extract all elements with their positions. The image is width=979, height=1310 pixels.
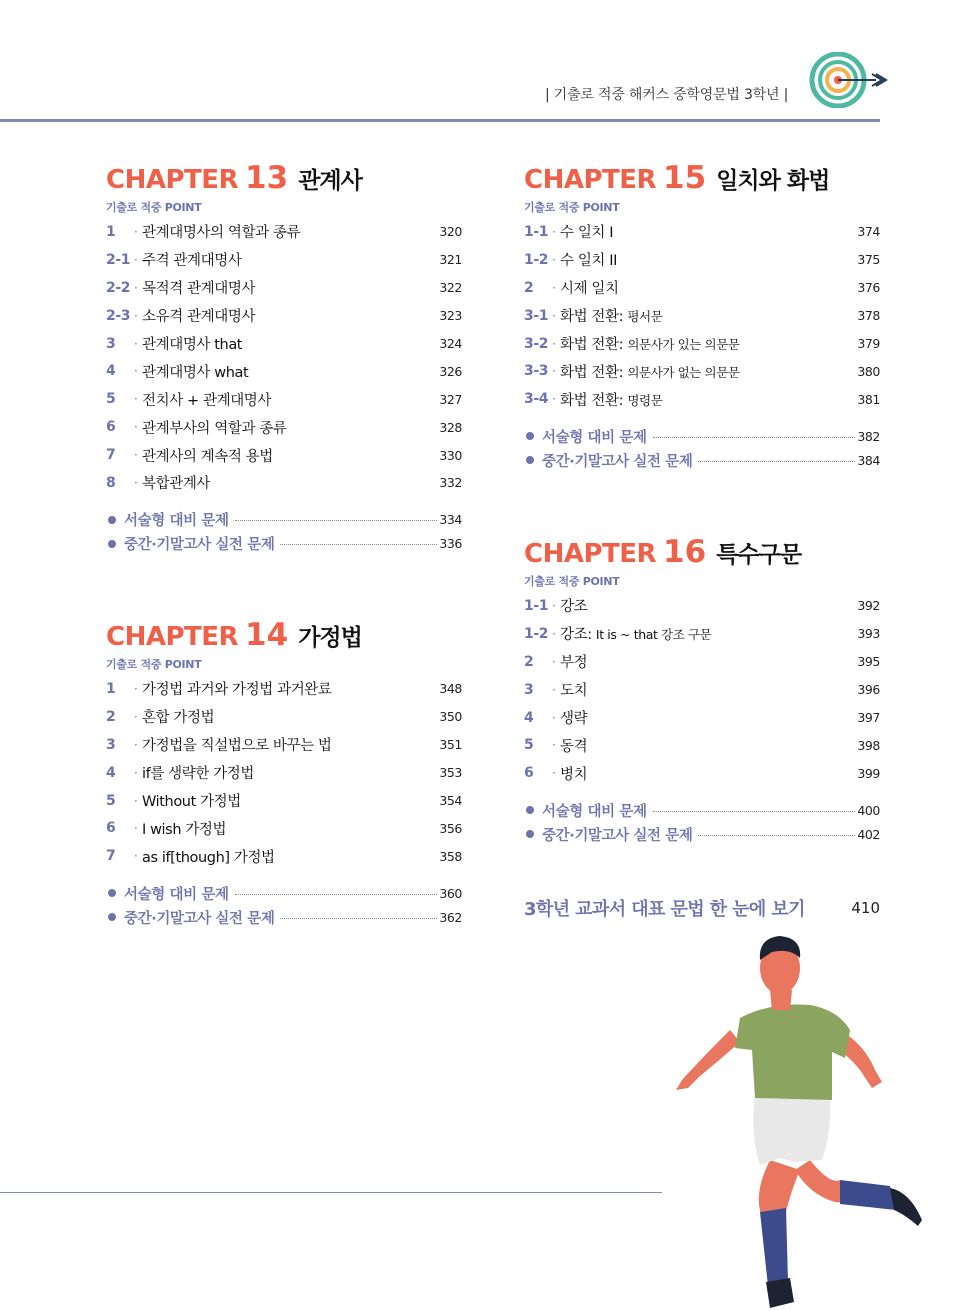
toc-row[interactable] — [106, 703, 462, 731]
point-title — [142, 472, 422, 493]
dotted-leader — [280, 544, 437, 545]
point-title — [142, 389, 422, 410]
bullet-dot-icon: · — [134, 224, 138, 239]
point-title — [142, 445, 422, 466]
point-title-main: 수 일치 I — [560, 225, 614, 242]
page-number: 381 — [857, 391, 880, 407]
chapter-word: CHAPTER — [106, 165, 239, 195]
point-title-sub: 의문사가 있는 의문문 — [627, 337, 740, 352]
extra-row[interactable] — [106, 881, 462, 905]
bullet-dot-icon: · — [134, 849, 138, 864]
extra-title: 중간·기말고사 실전 문제 — [124, 537, 275, 554]
page-number: 328 — [439, 419, 462, 435]
point-title-main: 가정법을 직설법으로 바꾸는 법 — [142, 738, 332, 755]
page-number: 374 — [857, 224, 880, 240]
chapter-word: CHAPTER — [106, 622, 239, 652]
point-title — [560, 763, 840, 784]
page-number: 362 — [439, 909, 462, 925]
bullet-dot-icon: · — [134, 737, 138, 752]
chapter-title — [524, 160, 880, 196]
point-number: 1-1 — [524, 597, 549, 614]
bullet-dot-icon: · — [552, 598, 556, 613]
bullet-circle-icon — [108, 913, 116, 921]
bottom-rule — [0, 1192, 662, 1193]
point-title-main: 화법 전환: — [560, 337, 624, 353]
chapter-number: 14 — [245, 617, 289, 653]
point-number: 2-1 — [106, 251, 131, 268]
point-title-main: 시제 일치 — [560, 281, 619, 298]
point-title — [142, 762, 422, 783]
point-title-sub: 평서문 — [627, 309, 663, 325]
toc-row[interactable] — [106, 218, 462, 246]
bullet-dot-icon: · — [552, 654, 556, 669]
point-number: 5 — [106, 391, 116, 408]
chapter-number: 15 — [663, 160, 707, 196]
point-title — [560, 651, 840, 672]
point-number: 6 — [106, 820, 116, 837]
point-title-main: 가정법 과거와 가정법 과거완료 — [142, 682, 332, 699]
page-number: 393 — [857, 626, 880, 642]
point-title — [560, 249, 840, 270]
bullet-dot-icon: · — [552, 626, 556, 641]
point-title — [560, 333, 840, 354]
point-title — [142, 305, 422, 326]
extra-title: 서술형 대비 문제 — [542, 803, 647, 820]
toc-row[interactable] — [106, 759, 462, 787]
point-number: 2-2 — [106, 279, 131, 296]
point-title-main: if를 생략한 가정법 — [142, 766, 255, 783]
bullet-dot-icon: · — [134, 709, 138, 724]
toc-row[interactable] — [106, 814, 462, 842]
chapter-14-section — [106, 617, 462, 929]
point-number: 3-2 — [524, 335, 549, 352]
toc-row[interactable] — [524, 759, 880, 787]
bullet-dot-icon: · — [552, 280, 556, 295]
page-number: 402 — [857, 826, 880, 842]
point-number: 5 — [524, 737, 534, 754]
page-number: 320 — [439, 224, 462, 240]
toc-row[interactable] — [524, 704, 880, 732]
point-title-main: 화법 전환: — [560, 309, 624, 326]
book-title-header: | 기출로 적중 해커스 중학영문법 3학년 | — [545, 87, 789, 103]
top-rule — [0, 119, 880, 122]
extras-list — [524, 424, 880, 472]
point-title — [560, 361, 840, 382]
point-number: 4 — [524, 709, 534, 726]
bullet-dot-icon: · — [552, 766, 556, 781]
toc-row[interactable] — [524, 274, 880, 302]
dotted-leader — [653, 437, 856, 438]
point-title-main: as if[though] 가정법 — [142, 849, 275, 866]
bullet-circle-icon — [526, 806, 534, 814]
toc-row[interactable] — [524, 648, 880, 676]
point-number: 3-1 — [524, 307, 549, 324]
point-number: 3-4 — [524, 391, 549, 408]
point-title-main: 소유격 관계대명사 — [142, 309, 256, 326]
extra-row[interactable] — [106, 532, 462, 556]
page-number: 348 — [439, 681, 462, 697]
bullet-dot-icon: · — [134, 392, 138, 407]
page-number: 400 — [857, 802, 880, 818]
point-title-main: 동격 — [560, 738, 588, 755]
point-label: 기출로 적중 POINT — [524, 575, 620, 588]
point-title — [142, 818, 422, 839]
point-title-sub: 의문사가 없는 의문문 — [627, 364, 740, 380]
chapter-name: 특수구문 — [716, 542, 802, 568]
page-number: 397 — [857, 710, 880, 725]
page-number: 396 — [857, 682, 880, 698]
page-number: 376 — [857, 280, 880, 296]
point-number: 2 — [106, 708, 116, 725]
point-title — [560, 277, 840, 298]
point-title — [142, 333, 422, 354]
toc-row[interactable] — [524, 620, 880, 648]
chapter-name: 일치와 화법 — [716, 168, 830, 194]
point-title-main: 주격 관계대명사 — [142, 253, 242, 270]
chapter-word: CHAPTER — [524, 539, 657, 569]
point-title-main: Without 가정법 — [142, 794, 241, 810]
point-list — [524, 592, 880, 787]
page-number: 350 — [439, 709, 462, 725]
point-title-main: 목적격 관계대명사 — [142, 281, 256, 298]
point-number: 1 — [106, 223, 116, 240]
summary-link[interactable] — [524, 894, 880, 922]
toc-row[interactable] — [106, 441, 462, 469]
summary-page: 410 — [851, 899, 880, 917]
toc-row[interactable] — [524, 330, 880, 358]
point-title-main: 전치사 + 관계대명사 — [142, 392, 272, 409]
point-title-main: 화법 전환: — [560, 392, 624, 409]
point-title — [560, 221, 840, 242]
extra-title: 서술형 대비 문제 — [542, 429, 647, 446]
bullet-circle-icon — [108, 540, 116, 548]
point-number: 5 — [106, 792, 116, 809]
toc-row[interactable] — [106, 330, 462, 358]
toc-row[interactable] — [106, 469, 462, 497]
point-title-main: 생략 — [560, 711, 588, 727]
toc-row[interactable] — [106, 357, 462, 385]
bullet-dot-icon: · — [552, 308, 556, 323]
point-number: 7 — [106, 447, 116, 464]
toc-row[interactable] — [106, 842, 462, 870]
toc-row[interactable] — [106, 787, 462, 815]
point-label: 기출로 적중 POINT — [106, 658, 202, 671]
toc-row[interactable] — [524, 592, 880, 620]
point-number: 1-1 — [524, 223, 549, 240]
toc-row[interactable] — [524, 302, 880, 330]
point-number: 1-2 — [524, 251, 549, 268]
page-number: 398 — [857, 737, 880, 753]
point-number: 3 — [524, 681, 534, 698]
bullet-dot-icon: · — [134, 308, 138, 323]
point-number: 1-2 — [524, 625, 549, 642]
bullet-circle-icon — [108, 516, 116, 524]
point-number: 4 — [106, 363, 116, 380]
bullet-dot-icon: · — [134, 681, 138, 696]
point-number: 4 — [106, 764, 116, 781]
chapter-title — [106, 160, 462, 196]
point-number: 3 — [106, 736, 116, 753]
point-list — [106, 218, 462, 497]
page-number: 384 — [857, 452, 880, 468]
toc-row[interactable] — [524, 218, 880, 246]
chapter-word: CHAPTER — [524, 165, 657, 195]
bullet-dot-icon: · — [134, 475, 138, 490]
chapter-number: 13 — [245, 160, 289, 196]
page-number: 326 — [439, 363, 462, 379]
point-title-main: 혼합 가정법 — [142, 710, 215, 727]
page-number: 334 — [439, 512, 462, 528]
bullet-circle-icon — [526, 830, 534, 838]
bullet-circle-icon — [526, 432, 534, 440]
chapter-name: 가정법 — [298, 625, 362, 651]
point-title-main: 관계부사의 역할과 종류 — [142, 420, 287, 437]
chapter-16-section — [524, 534, 880, 846]
target-icon — [806, 52, 888, 108]
bullet-dot-icon: · — [552, 252, 556, 267]
page-number: 327 — [439, 391, 462, 407]
point-list — [106, 675, 462, 870]
point-number: 7 — [106, 848, 116, 865]
point-number: 8 — [106, 474, 116, 491]
dotted-leader — [235, 894, 438, 895]
bullet-dot-icon: · — [134, 793, 138, 808]
page-number: 354 — [439, 793, 462, 808]
page-number: 351 — [439, 737, 462, 753]
extra-row[interactable] — [524, 448, 880, 472]
summary-text: 3학년 교과서 대표 문법 한 눈에 보기 — [524, 899, 805, 920]
chapter-title — [106, 617, 462, 653]
page-number: 380 — [857, 363, 880, 379]
point-title — [560, 679, 840, 700]
point-title-main: 관계사의 계속적 용법 — [142, 448, 273, 465]
point-number: 2-3 — [106, 307, 131, 324]
extra-title: 서술형 대비 문제 — [124, 886, 229, 903]
point-title-main: 도치 — [560, 683, 588, 700]
dotted-leader — [653, 811, 856, 812]
point-title — [560, 389, 840, 410]
point-title-main: 관계대명사의 역할과 종류 — [142, 225, 301, 242]
toc-row[interactable] — [524, 385, 880, 413]
page-number: 353 — [439, 765, 462, 781]
extras-list — [524, 798, 880, 846]
bullet-dot-icon: · — [134, 765, 138, 780]
point-title — [142, 846, 422, 867]
bullet-dot-icon: · — [552, 682, 556, 697]
bullet-dot-icon: · — [552, 224, 556, 239]
point-label: 기출로 적중 POINT — [106, 201, 202, 214]
point-title-main: 병치 — [560, 766, 588, 783]
page-number: 332 — [439, 475, 462, 491]
point-title — [560, 735, 840, 756]
bullet-dot-icon: · — [134, 821, 138, 836]
page-number: 356 — [439, 820, 462, 836]
extra-row[interactable] — [524, 822, 880, 846]
point-number: 6 — [106, 419, 116, 436]
point-number: 2 — [524, 653, 534, 670]
point-number: 1 — [106, 680, 116, 697]
bullet-circle-icon — [108, 889, 116, 897]
dotted-leader — [698, 461, 855, 462]
bullet-dot-icon: · — [552, 738, 556, 753]
bullet-dot-icon: · — [134, 252, 138, 267]
point-title-sub: 명령문 — [627, 392, 663, 408]
toc-row[interactable] — [524, 357, 880, 385]
bullet-dot-icon: · — [134, 420, 138, 435]
point-number: 6 — [524, 765, 534, 782]
chapter-name: 관계사 — [298, 168, 362, 194]
page-number: 392 — [857, 598, 880, 614]
point-title-main: 복합관계사 — [142, 476, 211, 493]
point-title — [142, 706, 422, 727]
page-number: 330 — [439, 447, 462, 463]
bullet-dot-icon: · — [552, 392, 556, 407]
page-number: 378 — [857, 308, 880, 324]
page-number: 382 — [857, 428, 880, 444]
extra-title: 중간·기말고사 실전 문제 — [124, 910, 275, 927]
point-title — [142, 790, 422, 811]
bullet-dot-icon: · — [134, 280, 138, 295]
toc-row[interactable] — [106, 413, 462, 441]
bullet-dot-icon: · — [552, 336, 556, 351]
toc-row[interactable] — [106, 302, 462, 330]
page-number: 321 — [439, 252, 462, 268]
dotted-leader — [235, 520, 438, 521]
point-title-main: 부정 — [560, 655, 588, 672]
toc-row[interactable] — [106, 246, 462, 274]
soccer-player-illustration — [660, 930, 950, 1310]
extras-list — [106, 881, 462, 929]
point-title-main: I wish 가정법 — [142, 821, 227, 838]
extra-row[interactable] — [524, 424, 880, 448]
bullet-dot-icon: · — [134, 336, 138, 351]
point-title-main: 강조: — [560, 627, 592, 644]
dotted-leader — [698, 835, 855, 836]
point-title — [142, 678, 422, 699]
point-title-sub: It is ~ that 강조 구문 — [595, 627, 712, 643]
chapter-title — [524, 534, 880, 570]
toc-row[interactable] — [106, 731, 462, 759]
toc-row[interactable] — [524, 246, 880, 274]
page-number: 336 — [439, 536, 462, 552]
point-title-main: 강조 — [560, 599, 588, 616]
point-title — [560, 595, 840, 616]
page-number: 395 — [857, 654, 880, 670]
extra-row[interactable] — [106, 905, 462, 929]
extra-title: 중간·기말고사 실전 문제 — [542, 453, 693, 470]
point-title — [142, 249, 422, 270]
toc-row[interactable] — [106, 385, 462, 413]
point-title-main: 관계대명사 what — [142, 364, 249, 381]
page-number: 324 — [439, 336, 462, 351]
page-number: 399 — [857, 765, 880, 781]
point-title — [142, 734, 422, 755]
extras-list — [106, 508, 462, 556]
toc-row[interactable] — [524, 731, 880, 759]
extra-row[interactable] — [524, 798, 880, 822]
point-list — [524, 218, 880, 413]
point-label: 기출로 적중 POINT — [524, 201, 620, 214]
point-title — [142, 277, 422, 298]
point-title — [560, 623, 840, 644]
extra-title: 서술형 대비 문제 — [124, 513, 229, 530]
point-title — [142, 221, 422, 242]
toc-row[interactable] — [106, 274, 462, 302]
bullet-dot-icon: · — [552, 710, 556, 725]
point-number: 3 — [106, 335, 116, 352]
chapter-15-section — [524, 160, 880, 472]
page-number: 360 — [439, 885, 462, 901]
bullet-dot-icon: · — [134, 364, 138, 379]
extra-row[interactable] — [106, 508, 462, 532]
chapter-13-section — [106, 160, 462, 556]
page-number: 375 — [857, 252, 880, 268]
point-title — [142, 361, 422, 382]
page-number: 322 — [439, 280, 462, 296]
toc-row[interactable] — [106, 675, 462, 703]
page-number: 323 — [439, 308, 462, 324]
page-number: 358 — [439, 848, 462, 864]
extra-title: 중간·기말고사 실전 문제 — [542, 827, 693, 844]
chapter-number: 16 — [663, 534, 707, 570]
bullet-dot-icon: · — [552, 364, 556, 379]
bullet-dot-icon: · — [134, 448, 138, 463]
point-title — [560, 305, 840, 326]
point-title-main: 화법 전환: — [560, 364, 624, 381]
point-title-main: 관계대명사 that — [142, 337, 243, 353]
toc-row[interactable] — [524, 676, 880, 704]
point-title-main: 수 일치 II — [560, 253, 617, 270]
dotted-leader — [280, 918, 437, 919]
bullet-circle-icon — [526, 456, 534, 464]
point-title — [560, 707, 840, 728]
point-number: 2 — [524, 279, 534, 296]
point-title — [142, 417, 422, 438]
point-number: 3-3 — [524, 363, 549, 380]
page-number: 379 — [857, 336, 880, 351]
